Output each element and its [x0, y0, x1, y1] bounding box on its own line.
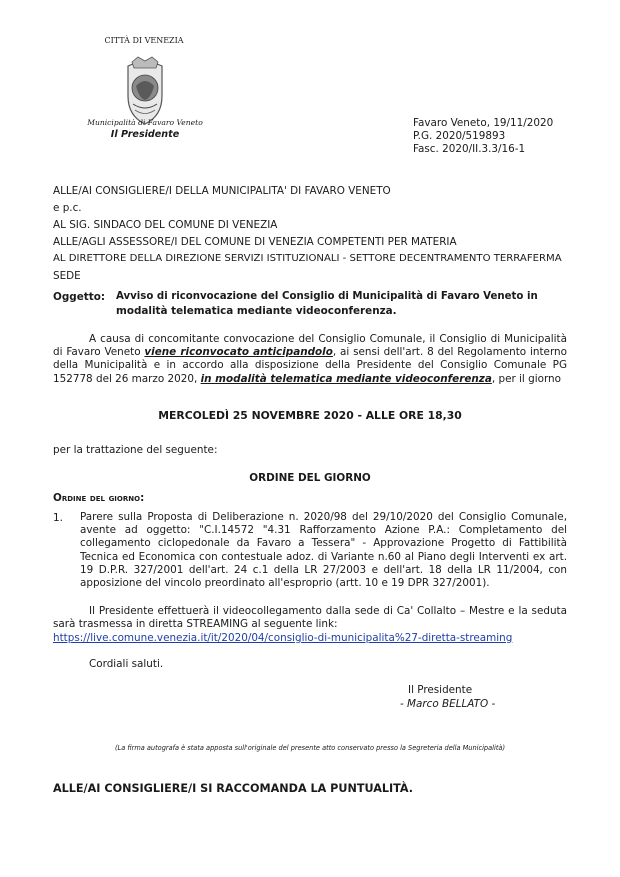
- convocation-emphasis: viene riconvocato anticipandolo: [144, 346, 333, 359]
- subject-line-2: modalità telematica mediante videoconferenza.: [116, 305, 397, 317]
- for-line: per la trattazione del seguente:: [53, 444, 218, 456]
- subject-line-1: Avviso di riconvocazione del Consiglio di Municipalità di Favaro Veneto in: [116, 291, 538, 302]
- meeting-date: MERCOLEDÌ 25 NOVEMBRE 2020 - ALLE ORE 18,30: [158, 409, 462, 422]
- recipient-consiglieri: ALLE/AI CONSIGLIERE/I DELLA MUNICIPALITA' DI FAVARO VENETO: [53, 185, 391, 197]
- city-logo-text: CITTÀ DI VENEZIA: [104, 36, 184, 45]
- agenda-item-text: Parere sulla Proposta di Deliberazione n. 2020/98 del 29/10/2020 del Consiglio Comunale, avente ad oggetto: "C.I.14572 "4.31 Rafforzamento Azione P.A.: Completamento del collegamento ciclopedonale da Favaro a Tessera" - Approvazione Progetto di Fattibilità Tecnica ed Economica con contestuale adoz. di Variante n.60 al Piano degli Interventi ex art. 19 D.P.R. 327/2001 dell'art. 24 c.1 della LR 27/2003 e dell'art. 18 della LR 11/2004, con apposizione del vincolo preordinato all'esproprio (artt. 10 e 19 DPR 327/2001).: [80, 511, 567, 590]
- convocation-text-c: , ai sensi dell'art. 8 del Regolamento interno della Municipalità e in accordo alla disposizione della Presidente del Consiglio Comunale PG 152778 del 26 marzo 2020,: [53, 346, 567, 385]
- streaming-paragraph: Il Presidente effettuerà il videocollegamento dalla sede di Ca' Collalto – Mestre e la seduta sarà trasmessa in diretta STREAMING al seguente link:: [53, 605, 567, 631]
- signature-note: (La firma autografa è stata apposta sull'originale del presente atto conservato presso la Segreteria della Municipalità): [114, 744, 506, 752]
- signature-name: - Marco BELLATO -: [400, 698, 496, 710]
- presidente-label: Il Presidente: [110, 129, 180, 140]
- protocol-number: P.G. 2020/519893: [413, 130, 506, 142]
- recipient-cc: e p.c.: [53, 202, 82, 214]
- municipalita-label: Municipalità di Favaro Veneto: [87, 118, 203, 127]
- file-number: Fasc. 2020/II.3.3/16-1: [413, 143, 526, 155]
- agenda-item-number: 1.: [53, 512, 63, 524]
- recipient-assessori: ALLE/AGLI ASSESSORE/I DEL COMUNE DI VENEZIA COMPETENTI PER MATERIA: [53, 236, 457, 248]
- greeting: Cordiali saluti.: [89, 658, 164, 670]
- lion-crest-icon: [118, 56, 172, 126]
- recipient-direttore: AL DIRETTORE DELLA DIREZIONE SERVIZI ISTITUZIONALI - SETTORE DECENTRAMENTO TERRAFERMA: [53, 253, 562, 264]
- streaming-link[interactable]: https://live.comune.venezia.it/it/2020/04/consiglio-di-municipalita%27-diretta-streaming: [53, 632, 513, 644]
- convocation-text-e: , per il giorno: [491, 372, 561, 385]
- signature-title: Il Presidente: [408, 684, 473, 696]
- recipient-sindaco: AL SIG. SINDACO DEL COMUNE DI VENEZIA: [53, 219, 278, 231]
- recipient-sede: SEDE: [53, 270, 81, 282]
- agenda-label: Ordine del giorno:: [53, 492, 145, 504]
- place-date: Favaro Veneto, 19/11/2020: [413, 117, 554, 129]
- convocation-text-a: A causa di concomitante convocazione del Consiglio Comunale, il Consiglio di Municipalità di Favaro Veneto: [53, 333, 567, 359]
- agenda-title: ORDINE DEL GIORNO: [249, 472, 371, 484]
- subject-label: Oggetto:: [53, 291, 105, 303]
- videoconference-emphasis: in modalità telematica mediante videoconferenza: [200, 372, 492, 385]
- letterhead: [80, 28, 210, 140]
- convocation-paragraph: [53, 333, 567, 386]
- punctuality-notice: ALLE/AI CONSIGLIERE/I SI RACCOMANDA LA PUNTUALITÀ.: [53, 782, 414, 795]
